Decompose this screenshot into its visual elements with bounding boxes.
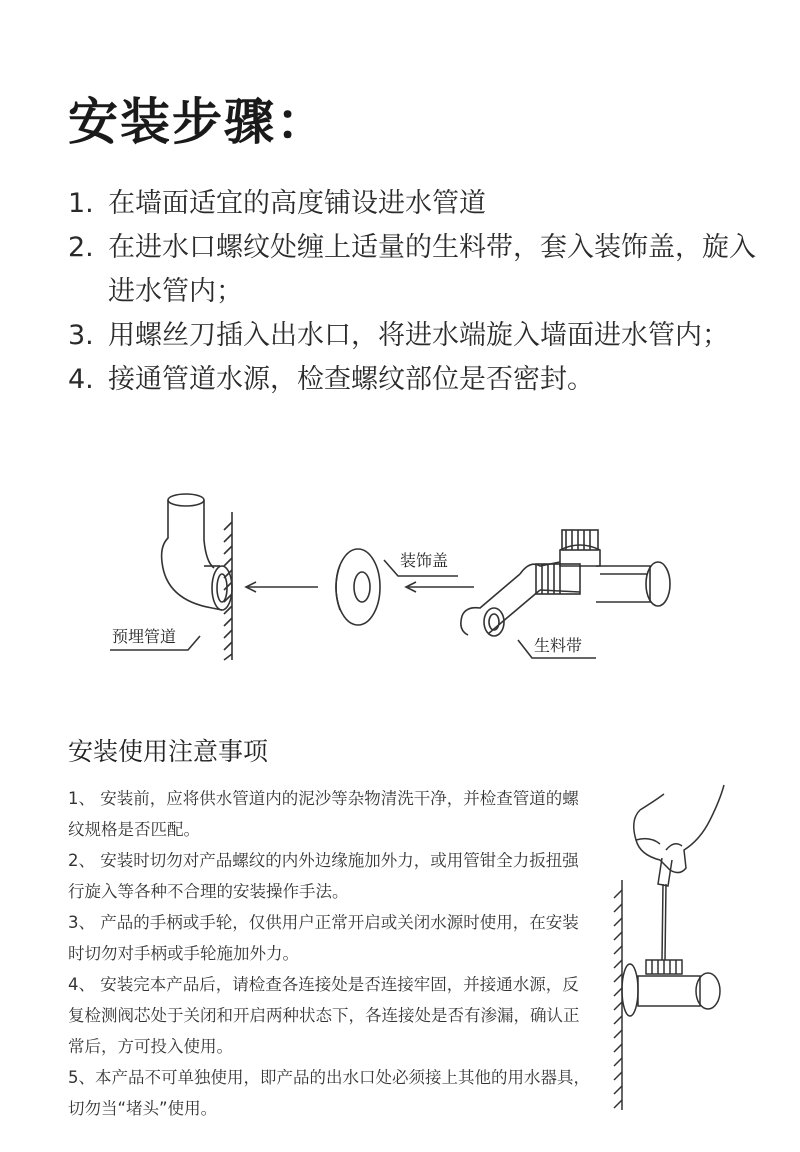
step-text: 在墙面适宜的高度铺设进水管道 — [108, 188, 486, 219]
usage-note: 3、 产品的手柄或手轮，仅供用户正常开启或关闭水源时使用，在安装时切勿对手柄或手轮施加外力。 — [68, 913, 579, 963]
install-step — [68, 314, 758, 358]
step-text: 在进水口螺纹处缠上适量的生料带，套入装饰盖，旋入进水管内； — [108, 232, 756, 307]
arrow-left-icon — [246, 582, 318, 592]
embedded-pipe-illustration — [162, 494, 232, 610]
install-step — [68, 226, 758, 314]
arrow-left-icon — [406, 582, 474, 592]
decorative-cover-illustration — [336, 549, 380, 625]
step-text: 接通管道水源，检查螺纹部位是否密封。 — [108, 364, 594, 395]
install-steps-list — [68, 182, 758, 402]
install-step — [68, 358, 758, 402]
install-step — [68, 182, 758, 226]
label-ptfe-tape: 生料带 — [534, 636, 583, 655]
label-decorative-cover: 装饰盖 — [400, 551, 449, 570]
step-number: 1. — [68, 188, 94, 219]
screwdriver-hand-illustration — [600, 780, 760, 1120]
angle-valve-illustration — [461, 530, 670, 636]
step-number: 4. — [68, 364, 94, 395]
label-embedded-pipe: 预埋管道 — [112, 627, 177, 646]
page-title: 安装步骤： — [68, 93, 328, 151]
usage-notes-list — [68, 783, 593, 1124]
step-number: 3. — [68, 320, 94, 351]
wall-illustration — [224, 512, 232, 660]
step-number: 2. — [68, 232, 94, 263]
usage-note: 1、 安装前，应将供水管道内的泥沙等杂物清洗干净，并检查管道的螺纹规格是否匹配。 — [68, 789, 579, 839]
installation-diagram — [0, 470, 800, 700]
usage-note: 2、 安装时切勿对产品螺纹的内外边缘施加外力，或用管钳全力扳扭强行旋入等各种不合理的安装操作手法。 — [68, 851, 579, 901]
usage-note: 5、本产品不可单独使用，即产品的出水口处必须接上其他的用水器具，切勿当“堵头”使用。 — [68, 1068, 590, 1118]
usage-note: 4、 安装完本产品后，请检查各连接处是否连接牢固，并接通水源，反复检测阀芯处于关闭和开启两种状态下，各连接处是否有渗漏，确认正常后，方可投入使用。 — [68, 975, 580, 1056]
notes-section-title: 安装使用注意事项 — [68, 737, 269, 766]
step-text: 用螺丝刀插入出水口，将进水端旋入墙面进水管内； — [108, 320, 729, 351]
